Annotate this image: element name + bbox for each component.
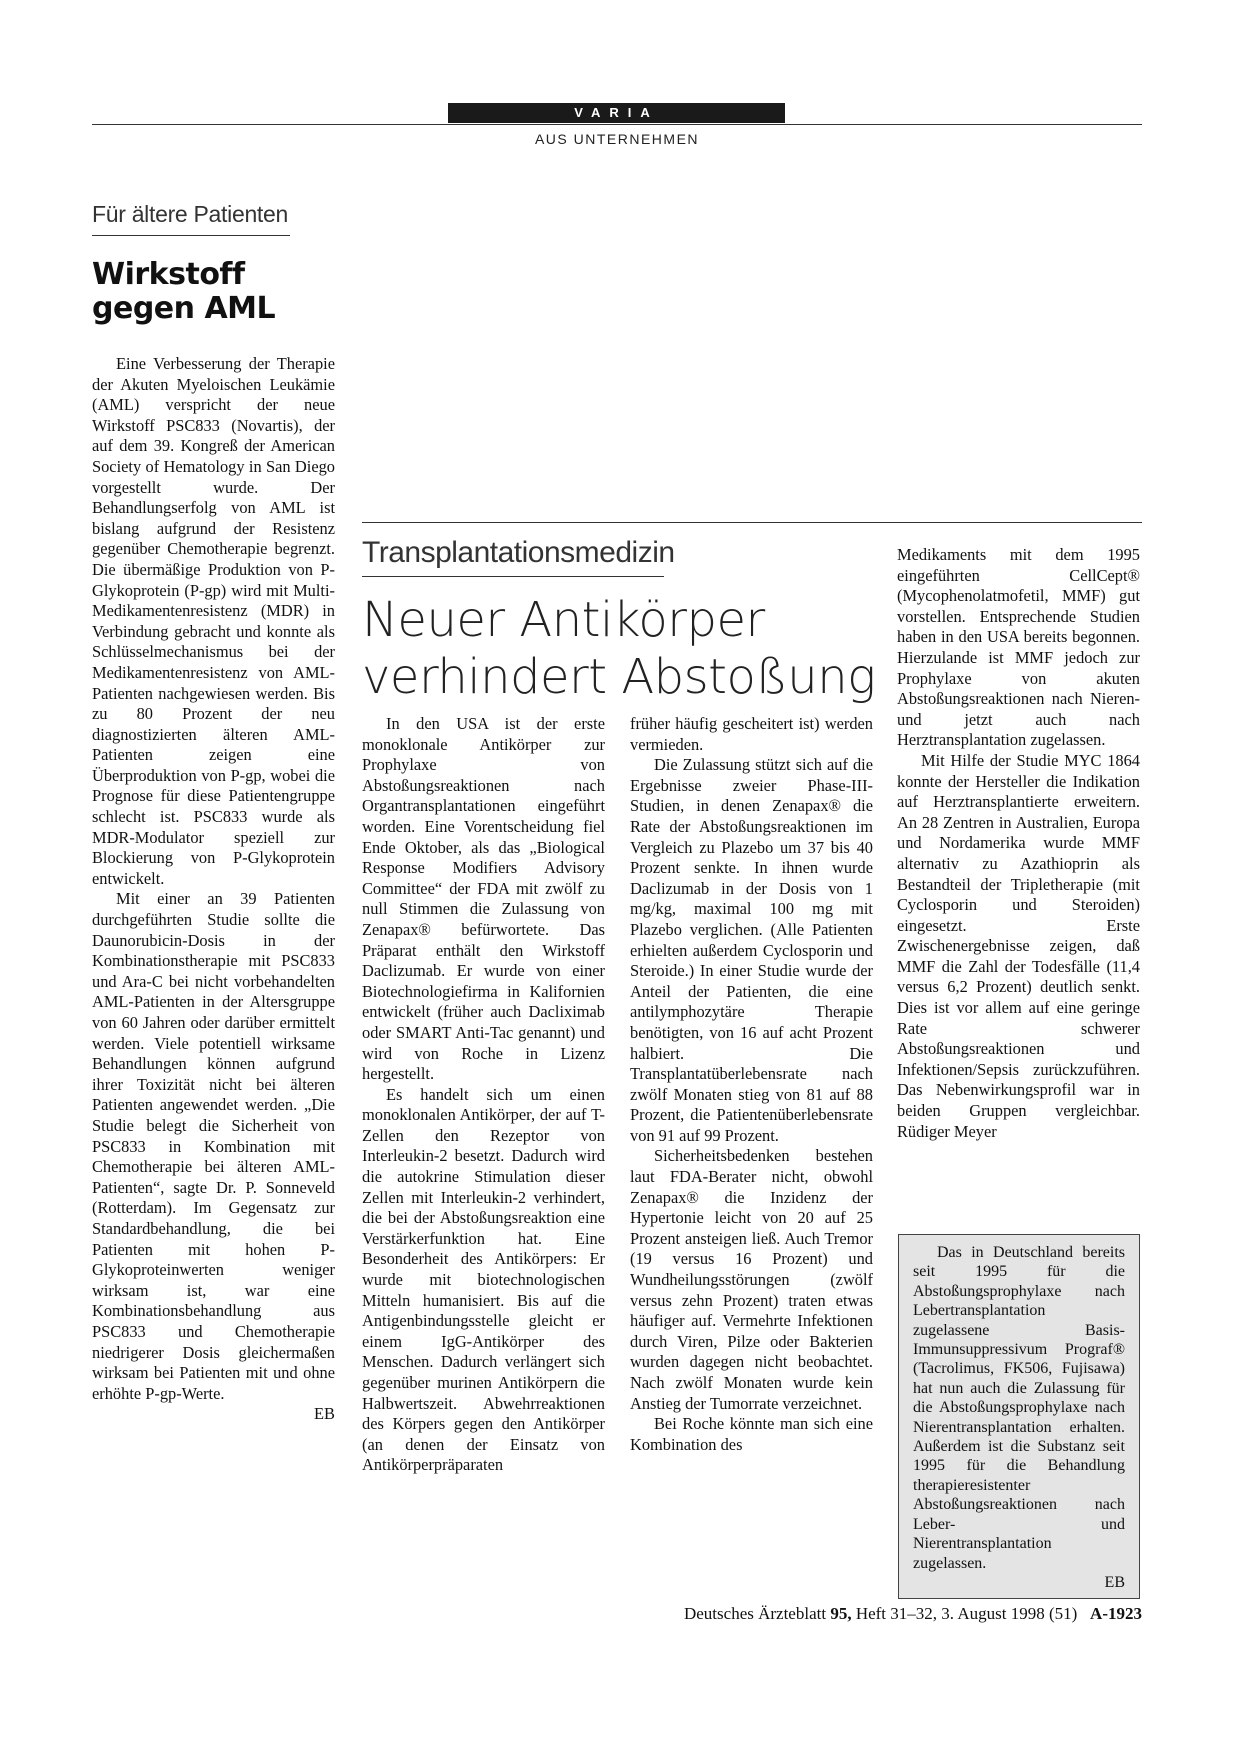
article2-paragraph: Medikaments mit dem 1995 eingeführten CellCept® (Mycophenolatmofetil, MMF) gut vorstellen. Entsprechende Studien haben in den USA bereits begonnen. Hierzulande ist MMF jedoch zur Prophylaxe von akuten Abstoßungsreaktionen nach Nieren- und jetzt auch nach Herztransplantation zugelassen. — [897, 545, 1140, 750]
article1-kicker: Für ältere Patienten — [92, 201, 289, 227]
article1-paragraph: Eine Verbesserung der Therapie der Akuten Myeloischen Leukämie (AML) verspricht der neue Wirkstoff PSC833 (Novartis), der auf dem 39. Kongreß der American Society of Hematology in San Diego vorgestellt wurde. Der Behandlungserfolg von AML ist bislang aufgrund der Resistenz gegenüber Chemotherapie begrenzt. Die übermäßige Produktion von P-Glykoprotein (P-gp) wird mit Multi-Medikamentenresistenz (MDR) in Verbindung gebracht und konnte als Schlüsselmechanismus bei der Medikamentenresistenz von AML-Patienten nachgewiesen werden. Bis zu 80 Prozent der neu diagnostizierten älteren AML-Patienten zeigen eine Überproduktion von P-gp, wobei die Prognose für diese Patientengruppe schlecht ist. PSC833 wurde als MDR-Modulator speziell zur Blockierung von P-Glykoprotein entwickelt. — [92, 354, 335, 888]
header-rule — [92, 124, 1142, 125]
footer-volume: 95, — [830, 1604, 852, 1623]
article2-author: Rüdiger Meyer — [897, 1121, 997, 1141]
article2-kicker-rule — [362, 576, 664, 577]
article2-paragraph: In den USA ist der erste monoklonale Antikörper zur Prophylaxe von Abstoßungsreaktionen nach Organtransplantationen eingeführt worden. Eine Vorentscheidung fiel Ende Oktober, als das „Biological Response Modifiers Advisory Committee“ der FDA mit zwölf zu null Stimmen die Zulassung von Zenapax® befürwortete. Das Präparat enthält den Wirkstoff Daclizumab. Er wurde von einer Biotechnologiefirma in Kalifornien entwickelt (früher auch Dacliximab oder SMART Anti-Tac genannt) und wird von Roche in Lizenz hergestellt. — [362, 714, 605, 1084]
article2-paragraph: früher häufig gescheitert ist) werden vermieden. — [630, 714, 873, 754]
article2-headline-line1: Neuer Antikörper — [362, 592, 765, 648]
article2-paragraph: Sicherheitsbedenken bestehen laut FDA-Berater nicht, obwohl Zenapax® die Inzidenz der Hypertonie leicht von 20 auf 25 Prozent ansteigen ließ. Auch Tremor (19 versus 16 Prozent) und Wundheilungsstörungen (zwölf versus zehn Prozent) traten etwas häufiger auf. Vermehrte Infektionen durch Viren, Pilze oder Bakterien wurden dagegen nicht beobachtet. Nach zwölf Monaten wurde kein Anstieg der Tumorrate verzeichnet. — [630, 1146, 873, 1413]
info-box — [898, 1234, 1140, 1599]
section-label: VARIA — [448, 103, 785, 123]
article1-headline — [92, 258, 275, 326]
article2-column-2 — [630, 714, 873, 1455]
article1-headline-line1: Wirkstoff — [92, 257, 245, 292]
article2-paragraph: Es handelt sich um einen monoklonalen Antikörper, der auf T-Zellen den Rezeptor von Interleukin-2 besetzt. Dadurch wird die autokrine Stimulation dieser Zellen mit Interleukin-2 verhindert, die bei der Abstoßungsreaktion eine Verstärkerfunktion hat. Eine Besonderheit des Antikörpers: Er wurde mit biotechnologischen Mitteln humanisiert. Bis auf die Antigenbindungsstelle gleicht er einem IgG-Antikörper des Menschen. Dadurch verlängert sich gegenüber murinen Antikörpern die Halbwertszeit. Abwehrreaktionen des Körpers gegen den Antikörper (an denen der Einsatz von Antikörperpräparaten — [362, 1084, 605, 1475]
footer-issue: Heft 31–32, 3. August 1998 (51) — [855, 1604, 1078, 1623]
article2-headline-line2: verhindert Abstoßung — [362, 649, 876, 705]
article2-column-1 — [362, 714, 605, 1476]
article1-signature: EB — [314, 1404, 335, 1424]
article1-headline-line2: gegen AML — [92, 291, 276, 326]
article2-top-rule — [362, 522, 1142, 523]
article2-paragraph: Die Zulassung stützt sich auf die Ergebnisse zweier Phase-III-Studien, in denen Zenapax® die Rate der Abstoßungsreaktionen im Vergleich zu Plazebo um 37 bis 40 Prozent senkte. In ihnen wurde Daclizumab in der Dosis von 1 mg/kg, maximal 100 mg mit Plazebo verglichen. (Alle Patienten erhielten außerdem Cyclosporin und Steroide.) In einer Studie wurde der Anteil der Patienten, die eine antilymphozytäre Therapie benötigten, von 16 auf acht Prozent halbiert. Die Transplantatüberlebensrate nach zwölf Monaten stieg von 81 auf 88 Prozent, die Patientenüberlebensrate von 91 auf 99 Prozent. — [630, 755, 873, 1145]
footer-journal: Deutsches Ärzteblatt — [683, 1604, 827, 1623]
article2-kicker: Transplantationsmedizin — [362, 536, 675, 569]
info-box-text: Das in Deutschland bereits seit 1995 für die Abstoßungsprophylaxe nach Lebertransplantation zugelassene Basis-Immunsuppressivum Prograf® (Tacrolimus, FK506, Fujisawa) hat nun auch die Zulassung für die Abstoßungsprophylaxe nach Nierentransplantation erhalten. Außerdem ist die Substanz seit 1995 für die Behandlung therapieresistenter Abstoßungsreaktionen nach Leber- und Nierentransplantation zugelassen. EB — [913, 1244, 1125, 1591]
article1-paragraph: Mit einer an 39 Patienten durchgeführten Studie sollte die Daunorubicin-Dosis in der Kombinationstherapie mit PSC833 und Ara-C bei nicht vorbehandelten AML-Patienten in der Altersgruppe von 60 Jahren oder darüber ermittelt werden. Viele potentiell wirksame Behandlungen können aufgrund ihrer Toxizität nicht bei älteren Patienten angewendet werden. „Die Studie belegt die Sicherheit von PSC833 in Kombination mit Chemotherapie bei älteren AML-Patienten“, sagte Dr. P. Sonneveld (Rotterdam). Im Gegensatz zur Standardbehandlung, die bei Patienten mit hohen P-Glykoproteinwerten weniger wirksam ist, war eine Kombinationsbehandlung aus PSC833 und Chemotherapie niedrigerer Dosis gleichermaßen wirksam bei Patienten mit und ohne erhöhte P-gp-Werte. EB — [92, 889, 335, 1424]
article2-paragraph: Bei Roche könnte man sich eine Kombination des — [630, 1414, 873, 1454]
article1-kicker-rule — [92, 235, 290, 236]
article2-column-3 — [897, 545, 1140, 1142]
page-footer — [590, 1604, 1142, 1624]
subsection-label: AUS UNTERNEHMEN — [534, 131, 700, 147]
info-box-signature: EB — [1104, 1573, 1125, 1591]
article2-headline — [362, 592, 875, 706]
footer-page-number: A-1923 — [1090, 1604, 1142, 1623]
article1-body — [92, 354, 335, 1425]
article2-paragraph: Mit Hilfe der Studie MYC 1864 konnte der Hersteller die Indikation auf Herztransplantierte erweitern. An 28 Zentren in Australien, Europa und Nordamerika wurde MMF alternativ zu Azathioprin als Bestandteil der Tripletherapie (mit Cyclosporin und Steroiden) eingesetzt. Erste Zwischenergebnisse zeigen, daß MMF die Zahl der Todesfälle (11,4 versus 6,2 Prozent) deutlich senkt. Dies ist vor allem auf eine geringe Rate schwerer Abstoßungsreaktionen und Infektionen/Sepsis zurückzuführen. Das Nebenwirkungsprofil war in beiden Gruppen vergleichbar. Rüdiger Meyer — [897, 750, 1140, 1141]
